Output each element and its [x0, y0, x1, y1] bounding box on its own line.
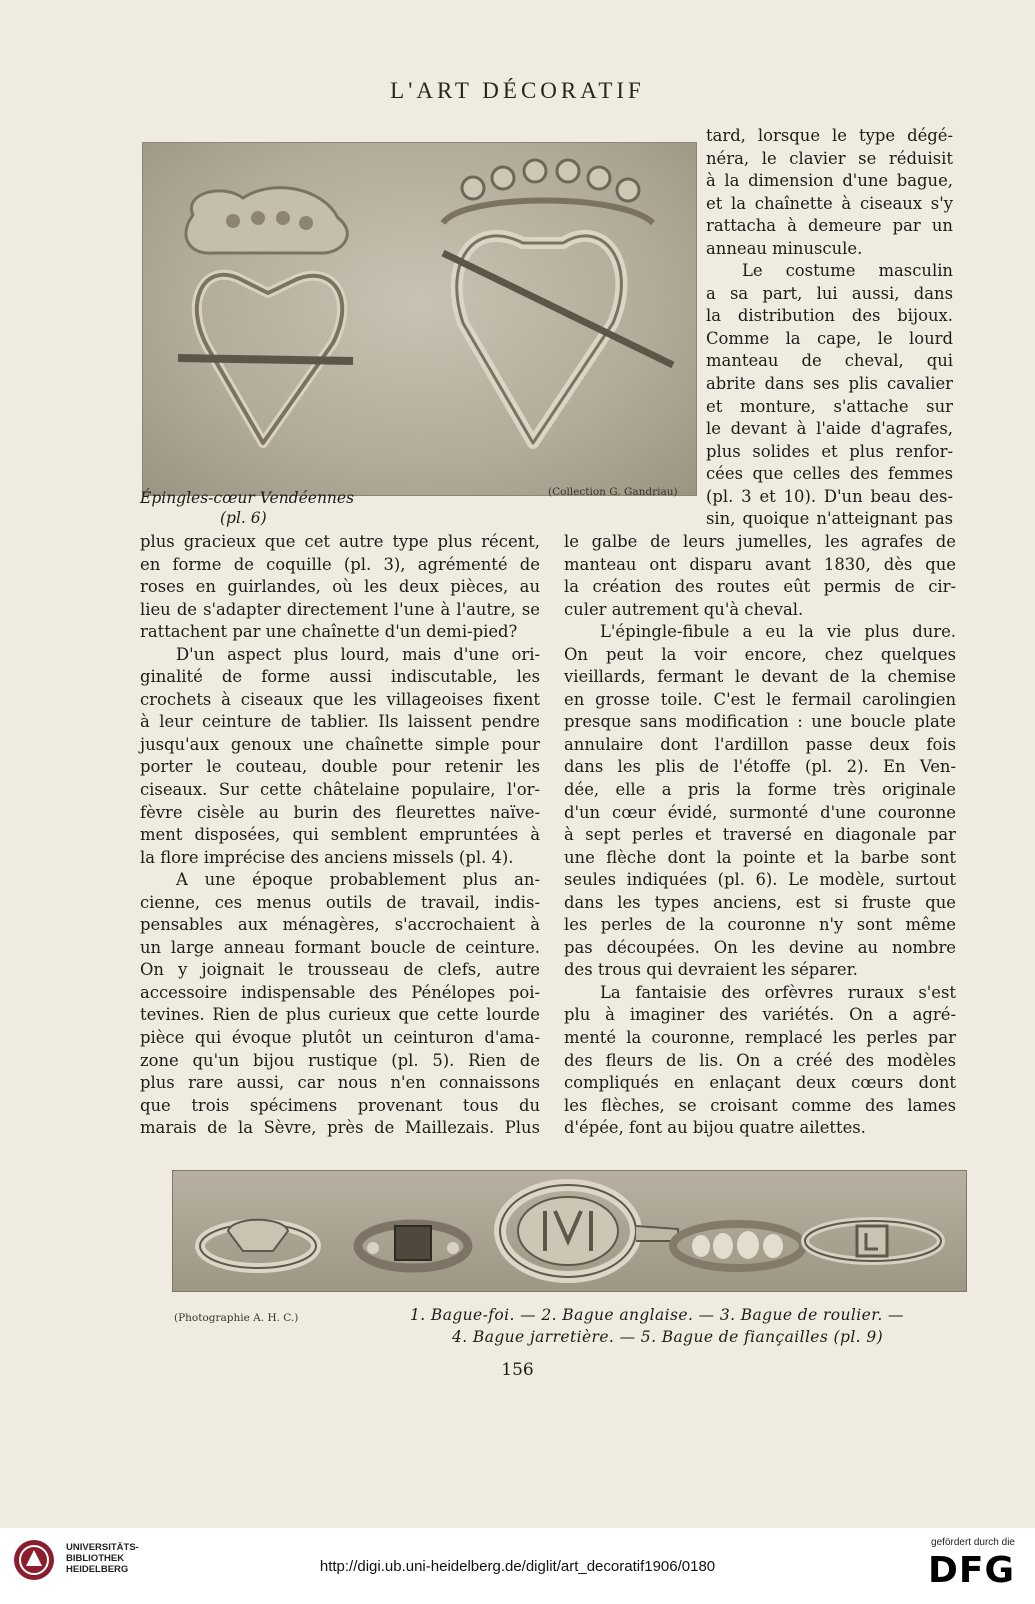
library-name-line: UNIVERSITÄTS- [66, 1542, 139, 1553]
text-line: à sept perles et traversé en diagonale par [564, 825, 956, 845]
figure-credit: (Collection G. Gandriau) [548, 486, 678, 498]
text-line: La fantaisie des orfèvres ruraux s'est [600, 982, 956, 1002]
text-line: (pl. 3 et 10). D'un beau des- [706, 486, 953, 506]
rings-caption-line1: 1. Bague-foi. — 2. Bague anglaise. — 3. Bague de roulier. — [410, 1306, 904, 1324]
ring-bague-de-roulier [500, 1185, 678, 1277]
text-line: rattachent par une chaînette d'un demi-pied? [140, 622, 518, 642]
ring-bague-jarretiere [673, 1224, 803, 1268]
text-line: en forme de coquille (pl. 3), agrémenté de [140, 554, 540, 574]
text-line: à leur ceinture de tablier. Ils laissent pendre [140, 712, 540, 732]
text-line: les flèches, se croisant comme des lames [564, 1095, 956, 1115]
text-line: On peut la voir encore, chez quelques [564, 644, 956, 664]
text-line: dans les types anciens, est si fruste que [564, 892, 956, 912]
text-line: plus gracieux que cet autre type plus récent, [140, 532, 540, 551]
text-line: tevines. Rien de plus curieux que cette lourde [140, 1005, 540, 1025]
text-line: en grosse toile. C'est le fermail carolingien [564, 689, 956, 709]
figure-caption-plate: (pl. 6) [220, 509, 267, 527]
text-line: sin, quoique n'atteignant pas [706, 509, 953, 529]
text-line: Le costume masculin [742, 261, 953, 281]
text-line: presque sans modification : une boucle plate [564, 712, 956, 732]
text-line: pensables aux ménagères, s'accrochaient à [140, 915, 540, 935]
text-line: plus solides et plus renfor- [706, 441, 953, 461]
text-line: D'un aspect plus lourd, mais d'une ori- [176, 644, 540, 664]
text-line: manteau de cheval, qui [706, 351, 953, 371]
library-name-line: BIBLIOTHEK [66, 1553, 125, 1564]
text-line: cienne, ces menus outils de travail, indis- [140, 892, 540, 912]
text-line: porter le couteau, double pour retenir les [140, 757, 540, 777]
text-line: plu à imaginer des variétés. On a agré- [564, 1005, 956, 1025]
text-line: néra, le clavier se réduisit [706, 148, 953, 168]
left-heart-brooch [178, 188, 353, 443]
text-line: dée, elle a pris la forme très originale [564, 780, 956, 800]
text-line: et la chaînette à ciseaux s'y [706, 193, 953, 213]
text-line: zone qu'un bijou rustique (pl. 5). Rien de [140, 1050, 540, 1070]
text-line: la flore imprécise des anciens missels (pl. 4). [140, 847, 514, 867]
text-line: accessoire indispensable des Pénélopes poi- [140, 982, 540, 1002]
text-line: lieu de s'adapter directement l'une à l'autre, se [140, 599, 540, 619]
text-line: manteau ont disparu avant 1830, dès que [564, 554, 956, 574]
ring-bague-foi [200, 1220, 316, 1268]
text-line: à la dimension d'une bague, [706, 171, 953, 191]
text-line: plus rare aussi, car nous n'en connaissons [140, 1073, 540, 1093]
text-line: un large anneau formant boucle de ceinture. [140, 937, 540, 957]
text-line: le devant à l'aide d'agrafes, [706, 419, 953, 439]
text-line: culer autrement qu'à cheval. [564, 599, 804, 619]
text-line: le galbe de leurs jumelles, les agrafes de [564, 532, 956, 551]
text-line: la création des routes eût permis de cir- [564, 577, 956, 597]
text-line: d'un cœur évidé, surmonté d'une couronne [564, 802, 956, 822]
text-line: a sa part, lui aussi, dans [706, 283, 953, 303]
rings-caption-line2: 4. Bague jarretière. — 5. Bague de fiançailles (pl. 9) [452, 1328, 884, 1346]
text-line: On y joignait le trousseau de clefs, autre [140, 960, 540, 980]
left-column [140, 531, 540, 1140]
text-line: vieillards, fermant le devant de la chemise [564, 667, 956, 687]
text-line: jusqu'aux genoux une chaînette simple pour [140, 734, 540, 754]
text-line: annulaire dont l'ardillon passe deux fois [564, 734, 956, 754]
text-line: les perles de la couronne n'y sont même [564, 915, 956, 935]
funding-label: gefördert durch die [931, 1537, 1015, 1548]
text-line: abrite dans ses plis cavalier [706, 374, 953, 394]
text-line: que trois spécimens provenant tous du [140, 1095, 540, 1115]
text-line: une flèche dont la pointe et la barbe sont [564, 847, 956, 867]
text-line: Comme la cape, le lourd [706, 328, 953, 348]
running-header: L'ART DÉCORATIF [390, 78, 645, 103]
ring-bague-anglaise [358, 1224, 468, 1268]
rings-photo-credit: (Photographie A. H. C.) [174, 1312, 299, 1324]
right-heart-brooch [443, 160, 673, 443]
text-line: compliqués en enlaçant deux cœurs dont [564, 1073, 956, 1093]
text-line: tard, lorsque le type dégé- [706, 126, 953, 145]
text-line: ginalité de forme aussi indiscutable, les [140, 667, 540, 687]
rings-illustration [173, 1171, 966, 1291]
figure-caption-title: Épingles-cœur Vendéennes [140, 489, 355, 507]
text-line: cées que celles des femmes [706, 464, 953, 484]
heart-brooches-photo [142, 142, 697, 496]
text-line: roses en guirlandes, où les deux pièces, au [140, 577, 540, 597]
text-line: marais de la Sèvre, près de Maillezais. Plus [140, 1118, 540, 1138]
text-line: anneau minuscule. [706, 238, 863, 258]
text-line: d'épée, font au bijou quatre ailettes. [564, 1118, 866, 1138]
text-line: rattacha à demeure par un [706, 216, 953, 236]
text-line: seules indiquées (pl. 6). Le modèle, surtout [564, 870, 956, 890]
text-line: des fleurs de lis. On a créé des modèles [564, 1050, 956, 1070]
digitization-footer [0, 1528, 1035, 1604]
text-line: L'épingle-fibule a eu la vie plus dure. [600, 622, 956, 642]
text-line: la distribution des bijoux. [706, 306, 953, 326]
right-column [564, 531, 956, 1140]
page-number: 156 [501, 1360, 534, 1380]
library-name-line: HEIDELBERG [66, 1564, 129, 1575]
text-line: ment disposées, qui semblent empruntées à [140, 825, 540, 845]
text-line: fèvre cisèle au burin des fleurettes naïve- [140, 802, 540, 822]
heart-brooches-illustration [143, 143, 696, 495]
text-line: crochets à ciseaux que les villageoises fixent [140, 689, 540, 709]
text-line: dans les plis de l'étoffe (pl. 2). En Ven- [564, 757, 956, 777]
text-line: des trous qui devraient les séparer. [564, 960, 858, 980]
ring-bague-de-fiancailles [805, 1221, 941, 1261]
dfg-logo: DFG [927, 1550, 1015, 1591]
right-column-top [706, 125, 953, 531]
text-line: menté la couronne, remplacé les perles par [564, 1028, 956, 1048]
text-line: pas découpées. On les devine au nombre [564, 937, 956, 957]
text-line: et monture, s'attache sur [706, 396, 953, 416]
text-line: pièce qui évoque plutôt un ceinturon d'ama- [140, 1028, 540, 1048]
source-url-link[interactable]: http://digi.ub.uni-heidelberg.de/diglit/art_decoratif1906/0180 [319, 1558, 716, 1575]
text-line: ciseaux. Sur cette châtelaine populaire, l'or- [140, 780, 540, 800]
text-line: A une époque probablement plus an- [176, 870, 540, 890]
rings-photo [172, 1170, 967, 1292]
